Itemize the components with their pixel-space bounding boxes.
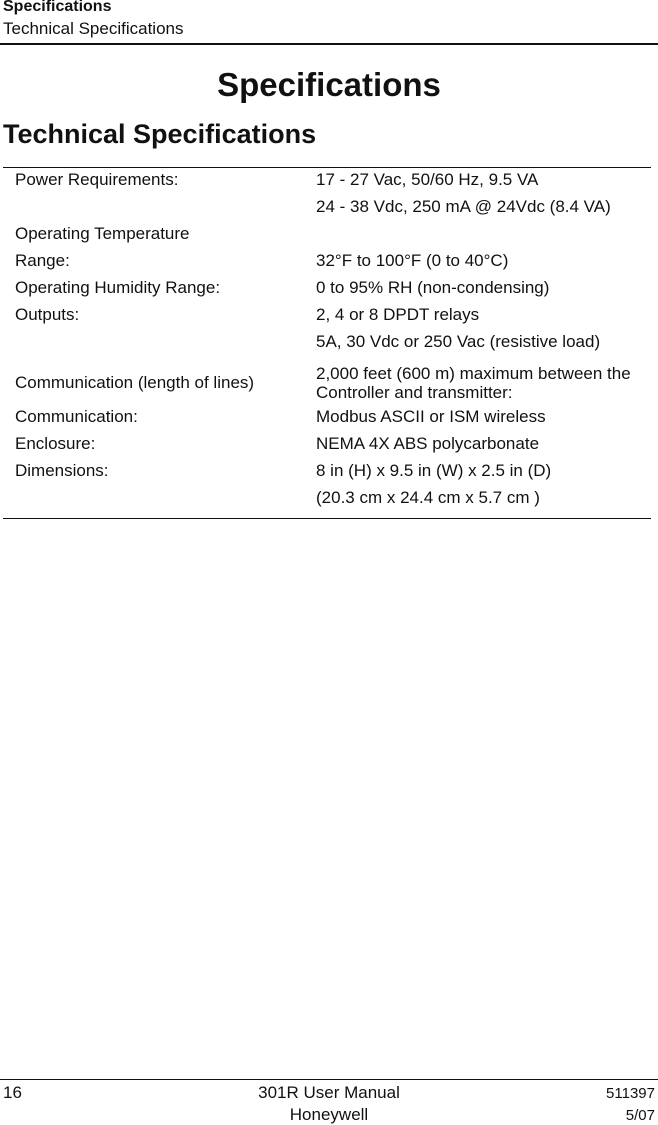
page-title: Specifications [217,66,441,103]
spec-value: 5A, 30 Vdc or 250 Vac (resistive load) [316,332,601,351]
table-row [3,277,651,304]
table-row [3,433,651,460]
running-header-subsection: Technical Specifications [3,19,184,38]
spec-label: Power Requirements: [15,170,179,189]
header-rule [0,43,658,45]
spec-label: Outputs: [15,305,80,324]
table-row [3,223,651,250]
table-row [3,358,651,406]
table-row [3,460,651,487]
spec-table [3,167,651,519]
spec-value: 32°F to 100°F (0 to 40°C) [316,251,509,270]
spec-label: Communication (length of lines) [15,372,255,392]
spec-value: 0 to 95% RH (non-condensing) [316,278,550,297]
spec-value: (20.3 cm x 24.4 cm x 5.7 cm ) [316,488,540,507]
footer-rule [0,1079,658,1080]
table-row [3,304,651,331]
spec-label [3,331,316,332]
page-number: 16 [3,1083,22,1102]
spec-label: Communication: [15,407,138,426]
running-header-section: Specifications [3,0,112,15]
revision-date: 5/07 [625,1107,655,1124]
spec-label: Enclosure: [15,434,96,453]
document-number: 511397 [606,1085,655,1102]
table-row [3,331,651,358]
spec-value [316,223,651,224]
spec-label [3,196,316,197]
brand-name: Honeywell [289,1105,369,1124]
spec-value: 2,000 feet (600 m) maximum between the Controller and transmitter: [316,363,631,402]
spec-value: NEMA 4X ABS polycarbonate [316,434,540,453]
spec-label: Operating Temperature [15,224,190,243]
table-row [3,169,651,196]
table-row [3,250,651,277]
section-heading: Technical Specifications [3,119,317,149]
spec-value: 2, 4 or 8 DPDT relays [316,305,480,324]
spec-label [3,487,316,488]
spec-label: Range: [15,251,70,270]
spec-label: Operating Humidity Range: [15,278,221,297]
spec-value: 8 in (H) x 9.5 in (W) x 2.5 in (D) [316,461,552,480]
spec-value: 17 - 27 Vac, 50/60 Hz, 9.5 VA [316,170,539,189]
spec-value: 24 - 38 Vdc, 250 mA @ 24Vdc (8.4 VA) [316,197,611,216]
spec-value: Modbus ASCII or ISM wireless [316,407,546,426]
table-row [3,406,651,433]
table-row [3,487,651,514]
table-row [3,196,651,223]
manual-title: 301R User Manual [258,1083,400,1102]
spec-label: Dimensions: [15,461,109,480]
